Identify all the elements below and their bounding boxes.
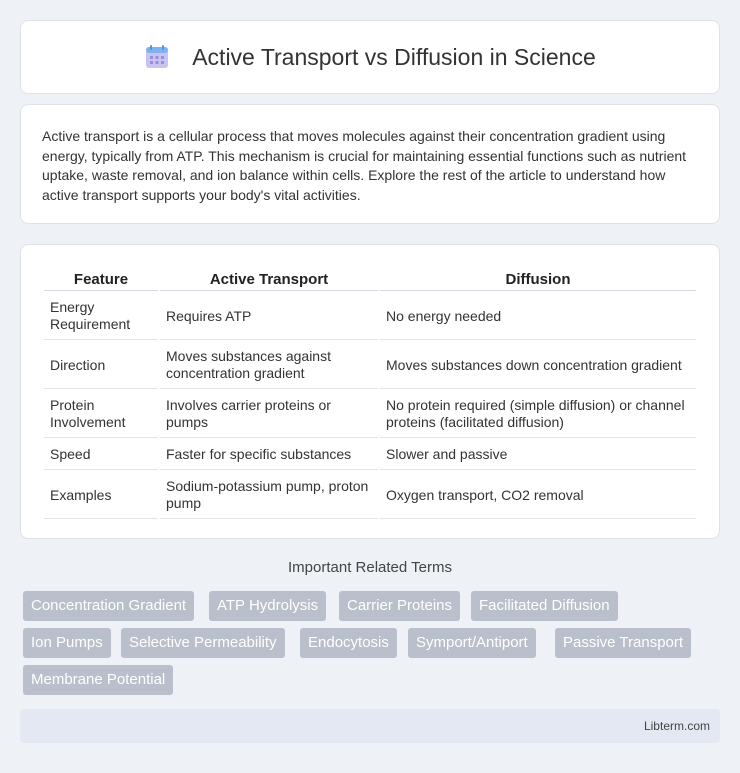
table-cell: Moves substances down concentration gradient: [380, 342, 696, 389]
table-cell: Involves carrier proteins or pumps: [160, 391, 378, 438]
table-cell: Requires ATP: [160, 293, 378, 340]
table-cell: Protein Involvement: [44, 391, 158, 438]
related-terms-title: Important Related Terms: [288, 559, 452, 576]
table-cell: Moves substances against concentration gradient: [160, 342, 378, 389]
table-cell: Oxygen transport, CO2 removal: [380, 472, 696, 519]
tag-endocytosis[interactable]: Endocytosis: [300, 628, 397, 658]
footer-brand[interactable]: Libterm.com: [643, 719, 710, 733]
table-cell: Energy Requirement: [44, 293, 158, 340]
tag-ion-pumps[interactable]: Ion Pumps: [23, 628, 111, 658]
table-row: [44, 342, 696, 389]
intro-card: [20, 104, 720, 224]
tag-symport-antiport[interactable]: Symport/Antiport: [408, 628, 536, 658]
comparison-card: [20, 244, 720, 539]
tag-membrane-potential[interactable]: Membrane Potential: [23, 665, 173, 695]
table-cell: Direction: [44, 342, 158, 389]
tag-atp-hydrolysis[interactable]: ATP Hydrolysis: [209, 591, 326, 621]
header-card: [20, 20, 720, 94]
intro-text: Active transport is a cellular process that moves molecules against their concentration gradient using energy, typically from ATP. This mechanism is crucial for maintaining essential functions such as nutrient uptake, waste removal, and ion balance within cells. Explore the rest of the article to understand how active transport supports your body's vital activities.: [42, 128, 687, 203]
column-header-diffusion: Diffusion: [380, 267, 696, 291]
table-cell: Examples: [44, 472, 158, 519]
table-cell: Slower and passive: [380, 440, 696, 470]
table-row: [44, 391, 696, 438]
footer: [20, 709, 720, 743]
table-row: [44, 472, 696, 519]
comparison-table: [42, 265, 698, 521]
table-header-row: [44, 267, 696, 291]
calendar-icon: [144, 44, 170, 70]
page-title: Active Transport vs Diffusion in Science: [192, 43, 596, 70]
table-row: [44, 440, 696, 470]
table-cell: Sodium-potassium pump, proton pump: [160, 472, 378, 519]
tag-carrier-proteins[interactable]: Carrier Proteins: [339, 591, 460, 621]
tag-facilitated-diffusion[interactable]: Facilitated Diffusion: [471, 591, 618, 621]
column-header-feature: Feature: [44, 267, 158, 291]
table-cell: Faster for specific substances: [160, 440, 378, 470]
column-header-active-transport: Active Transport: [160, 267, 378, 291]
tag-concentration-gradient[interactable]: Concentration Gradient: [23, 591, 194, 621]
table-row: [44, 293, 696, 340]
tag-selective-permeability[interactable]: Selective Permeability: [121, 628, 285, 658]
table-cell: Speed: [44, 440, 158, 470]
table-cell: No protein required (simple diffusion) or channel proteins (facilitated diffusion): [380, 391, 696, 438]
table-cell: No energy needed: [380, 293, 696, 340]
tag-passive-transport[interactable]: Passive Transport: [555, 628, 691, 658]
